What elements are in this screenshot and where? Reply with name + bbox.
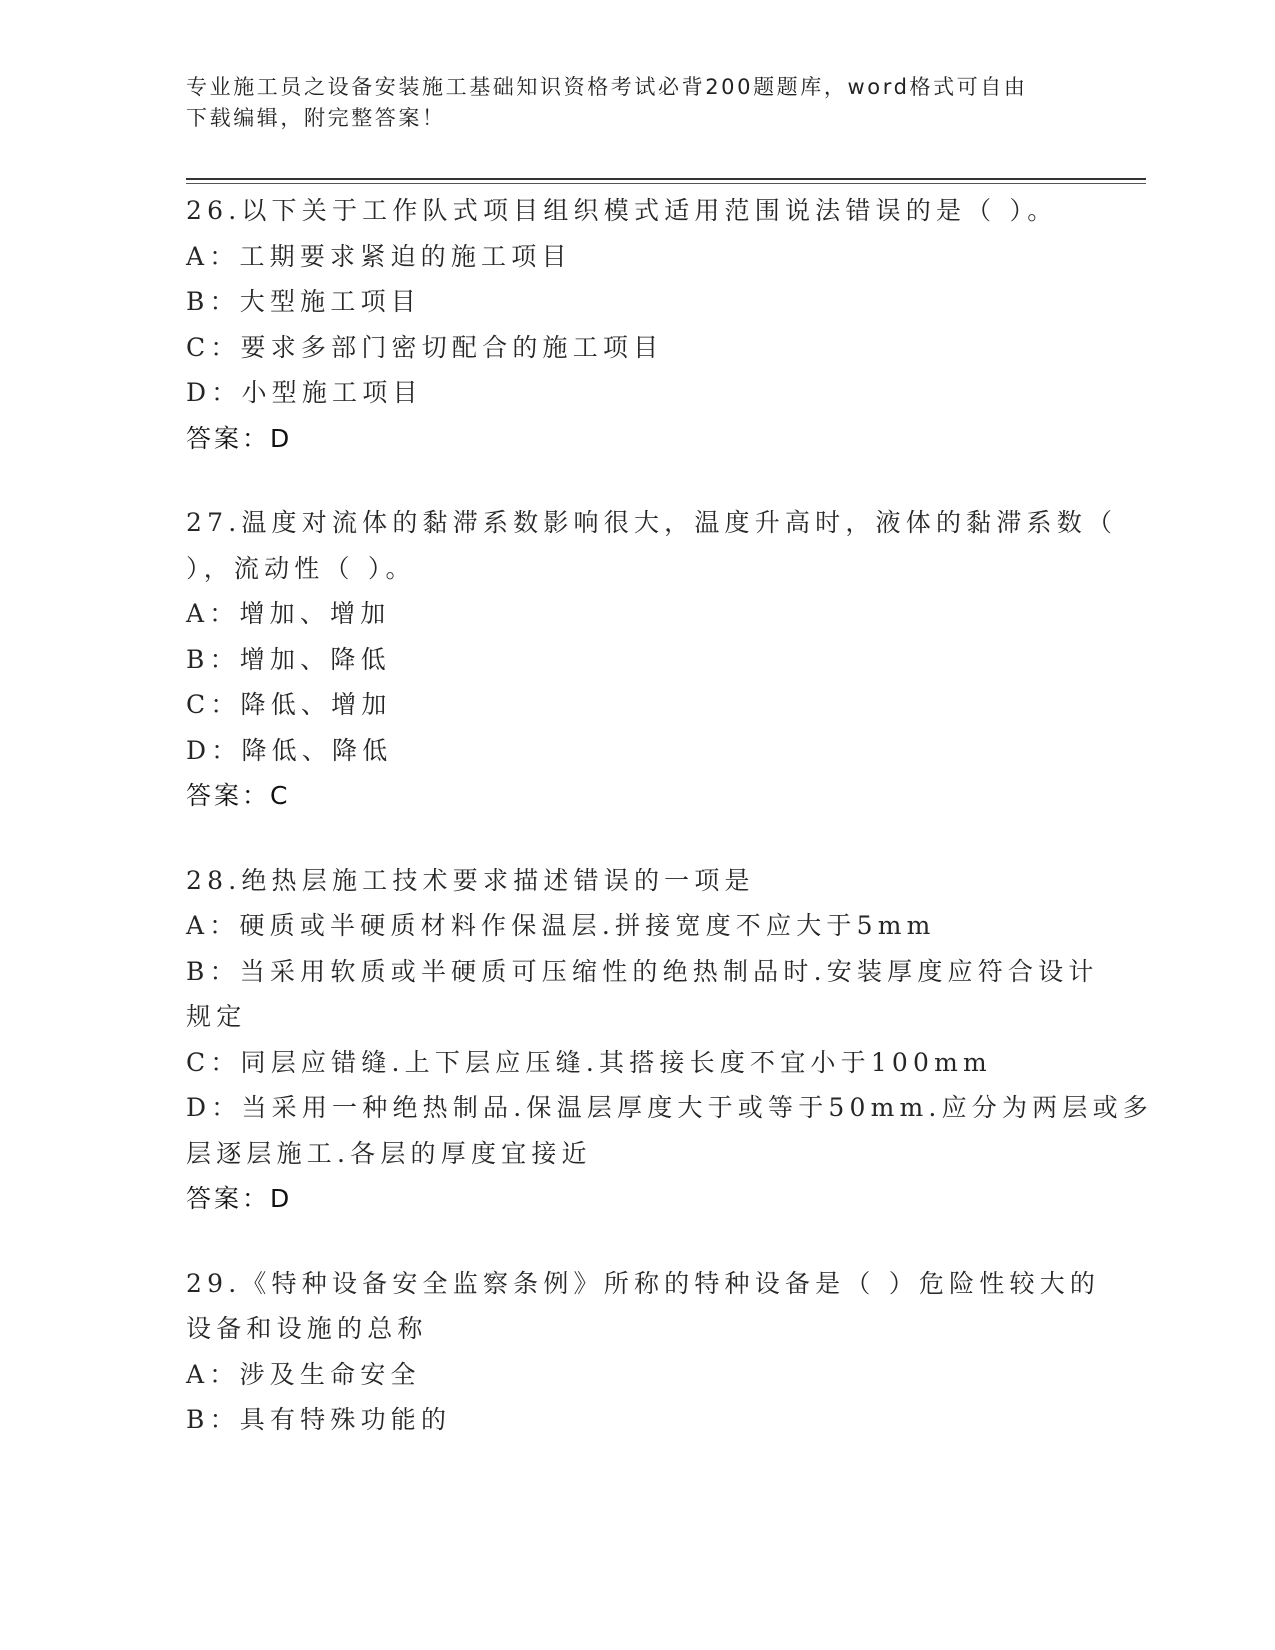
option-line: C：同层应错缝.上下层应压缝.其搭接长度不宜小于100mm bbox=[186, 1047, 992, 1077]
document-header bbox=[186, 72, 1086, 134]
option-line: B：增加、降低 bbox=[186, 644, 391, 674]
option-line: D：降低、降低 bbox=[186, 735, 393, 765]
option-line: 规定 bbox=[186, 1002, 247, 1031]
option-line: A：增加、增加 bbox=[186, 599, 391, 628]
answer-line: 答案：C bbox=[186, 781, 291, 810]
option-line: C：降低、增加 bbox=[186, 690, 392, 719]
option-line: A：工期要求紧迫的施工项目 bbox=[186, 241, 572, 271]
option-line: A：硬质或半硬质材料作保温层.拼接宽度不应大于5mm bbox=[186, 911, 936, 940]
header-divider-thin bbox=[186, 183, 1146, 184]
option-line: C：要求多部门密切配合的施工项目 bbox=[186, 332, 664, 362]
question-stem-line: 27.温度对流体的黏滞系数影响很大，温度升高时，液体的黏滞系数（ bbox=[186, 508, 1118, 537]
option-line: D：当采用一种绝热制品.保温层厚度大于或等于50mm.应分为两层或多 bbox=[186, 1093, 1153, 1122]
option-line: A：涉及生命安全 bbox=[186, 1359, 421, 1389]
header-divider-thick bbox=[186, 178, 1146, 180]
question-stem-line: 28.绝热层施工技术要求描述错误的一项是 bbox=[186, 865, 755, 895]
question-stem-line: ），流动性（ ）。 bbox=[186, 553, 416, 583]
answer-line: 答案：D bbox=[186, 423, 293, 453]
question-block bbox=[186, 188, 1086, 461]
option-line: 层逐层施工.各层的厚度宜接近 bbox=[186, 1138, 592, 1168]
header-line-1: 专业施工员之设备安装施工基础知识资格考试必背200题题库，word格式可自由 bbox=[186, 75, 1028, 99]
option-line: D：小型施工项目 bbox=[186, 378, 423, 407]
option-line: B：大型施工项目 bbox=[186, 287, 421, 316]
question-block bbox=[186, 500, 1118, 819]
option-line: B：当采用软质或半硬质可压缩性的绝热制品时.安装厚度应符合设计 bbox=[186, 956, 1099, 986]
header-line-2: 下载编辑，附完整答案！ bbox=[186, 106, 446, 130]
question-block bbox=[186, 858, 1153, 1222]
question-stem-line: 29.《特种设备安全监察条例》所称的特种设备是（ ）危险性较大的 bbox=[186, 1268, 1101, 1298]
question-list bbox=[186, 188, 1153, 1482]
option-line: B：具有特殊功能的 bbox=[186, 1405, 452, 1434]
question-block bbox=[186, 1261, 1101, 1443]
answer-line: 答案：D bbox=[186, 1184, 293, 1213]
question-stem-line: 26.以下关于工作队式项目组织模式适用范围说法错误的是（ ）。 bbox=[186, 196, 1058, 225]
question-stem-line: 设备和设施的总称 bbox=[186, 1314, 428, 1343]
